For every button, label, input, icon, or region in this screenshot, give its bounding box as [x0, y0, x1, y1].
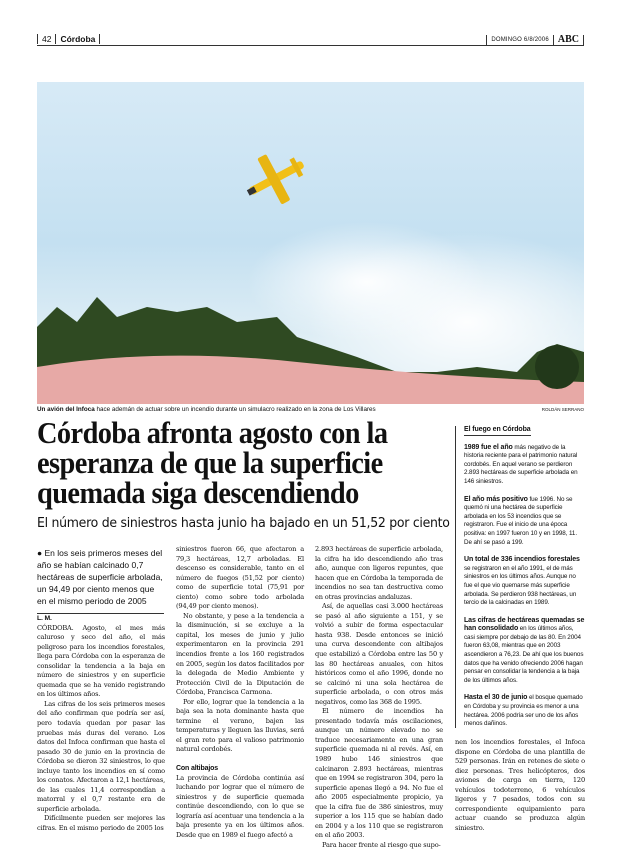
article-column-4: nen los incendios forestales, el Infoca dispone en Córdoba de una plantilla de 529 personas. Irán en retenes de siete o diez personas. Tres helicópteros, dos aviones de carga en tierra, 120 vehículos todoterreno, 6 vehículos ligeros y 7 pesados, todos con su correspondiente equipamiento para actuar cuando se produzca algún siniestro. — [455, 738, 585, 832]
article-column-3: 2.893 hectáreas de superficie arbolada, la cifra ha ido descendiendo año tras año, aunque con ligeros repuntes, que hacen que en Córdoba la temporada de incendios no sea tan destructiva como en otras provincias andaluzas. Así, de aquellas casi 3.000 hectáreas se pasó al año siguiente a 151, y se volvió a subir de forma espectacular hasta 938. Desde entonces se inició una curva descendente con altibajos que estabilizó a Córdoba entre las 50 y las 80 hectáreas anuales, con hitos históricos como el año 1996, donde no se calcinó ni una sola hectárea de superficie arbolada, o con otros más negativos, como las 368 de 1995. El número de incendios ha presentado todavía más oscilaciones, aunque un número elevado no se traduce necesariamente en una gran superficie quemada ni al revés. Así, en 1989 hubo 146 siniestros que calcinaron 2.893 hectáreas, mientras que en 1994 se registraron 304, pero la superficie apenas llegó a 94. No fue el año 2005 especialmente propicio, ya que la cifra fue de 386 siniestros, muy superior a los 115 que se habían dado en 2004 y a los 110 que se registraron en el año 2003. Para hacer frente al riesgo que supo- — [315, 545, 443, 849]
sidebar-item: Hasta el 30 de junio el bosque quemado en Córdoba y su provincia es menor a una hectárea. 2006 podría ser uno de los años menos dañinos. — [464, 694, 583, 728]
section-subhead: Con altibajos — [176, 765, 218, 773]
news-photo-firefighting-plane — [37, 82, 584, 404]
subheadline: El número de siniestros hasta junio ha bajado en un 51,52 por ciento — [37, 516, 450, 531]
sidebar-title: El fuego en Córdoba — [464, 426, 531, 436]
headline: Córdoba afronta agosto con la esperanza de que la superficie quemada siga descendiendo — [37, 416, 388, 510]
sidebar-item: 1989 fue el año más negativo de la historia reciente para el patrimonio natural cordobés. En aquel verano se perdieron 2.893 hectáreas de superficie arbolada en 146 siniestros. — [464, 443, 578, 485]
page-header — [37, 34, 584, 46]
page-number: 42 — [42, 34, 52, 44]
lead-summary: ● En los seis primeros meses del año se habían calcinado 0,7 hectáreas de superficie arbolada, un 94,49 por ciento menos que en el mismo periodo de 2005 — [37, 547, 164, 614]
article-column-1: L. M. CÓRDOBA. Agosto, el mes más caluroso y seco del año, el más peligroso para los incendios forestales, llega para Córdoba con la esperanza de consolidar la tendencia a la baja en número de siniestros y en superficie quemada que se ha venido registrando en los últimos años. Las cifras de los seis primeros meses del año confirman que podría ser así, pero todavía quedan por pasar las pruebas más duras del verano. Los datos del Infoca confirman que hasta el pasado 30 de junio en la provincia de Córdoba se dieron 32 siniestros, lo que incluye tanto los incendios en sí como los conatos. Afectaron a 12,1 hectáreas, de las cuales 11,4 correspondían a matorral y el 0,7 restante era de superficie arbolada. Difícilmente pueden ser mejores las cifras. En el mismo periodo de 2005 los — [37, 615, 166, 833]
article-column-2: siniestros fueron 66, que afectaron a 79,3 hectáreas, 12,7 arboladas. El descenso es considerable, tanto en el número de fuegos (51,52 por ciento) como de superficie total (75,91 por ciento) como sobre todo arbolada (94,49 por ciento menos). No obstante, y pese a la tendencia a la disminución, si se excluye a la capital, los meses de junio y julio experimentaron en la provincia 291 incendios frente a los 160 registrados en 2005, según los datos facilitados por la delegada de Medio Ambiente y Protección Civil de la Diputación de Córdoba, Francisca Carmona. Por ello, lograr que la tendencia a la baja sea la nota dominante hasta que termine el verano, bajen las temperaturas y lleguen las lluvias, será el gran reto para el valioso patrimonio natural cordobés. Con altibajos La provincia de Córdoba continúa así luchando por lograr que el número de siniestros y de superficie quemada continúe descendiendo, con lo que se lograría así acentuar una tendencia a la baja presente ya en los últimos años. Desde que en 1989 el fuego afectó a — [176, 545, 304, 839]
byline: L. M. — [37, 615, 52, 622]
sidebar-item: Un total de 336 incendios forestales se registraron en el año 1991, el de más siniestros en los últimos años. Aunque no fue el que vio quemarse más superficie arbolada. Se perdieron 938 hectáreas, un tercio de la calcinadas en 1989. — [464, 556, 580, 607]
newspaper-logo: ABC — [557, 34, 579, 45]
sidebar-item: El año más positivo fue 1996. No se quemó ni una hectárea de superficie arbolada en los 53 incendios que se registraron. Fue el inicio de una época positiva: en 1997 fueron 10 y en 1998, 11. De ahí se pasó a 199. — [464, 495, 577, 546]
plane-icon — [236, 141, 315, 216]
photo-caption: Un avión del Infoca hace ademán de actuar sobre un incendio durante un simulacro realizado en la zona de Los Villares ROLDÁN SERRANO — [37, 406, 584, 413]
issue-date: DOMINGO 6/8/2006 — [491, 36, 549, 43]
sidebar-fire-facts — [455, 426, 585, 728]
section-name: Córdoba — [60, 34, 96, 44]
sidebar-item: Las cifras de hectáreas quemadas se han consolidado en los últimos años, casi siempre por debajo de las 80. En 2004 fueron 63,08, mientras que en 2003 ascendieron a 76,23. De ahí que los buenos datos que ha venido ofreciendo 2006 hagan pensar en consolidar la tendencia a la baja de los últimos años. — [464, 616, 585, 684]
photo-credit: ROLDÁN SERRANO — [541, 407, 584, 412]
